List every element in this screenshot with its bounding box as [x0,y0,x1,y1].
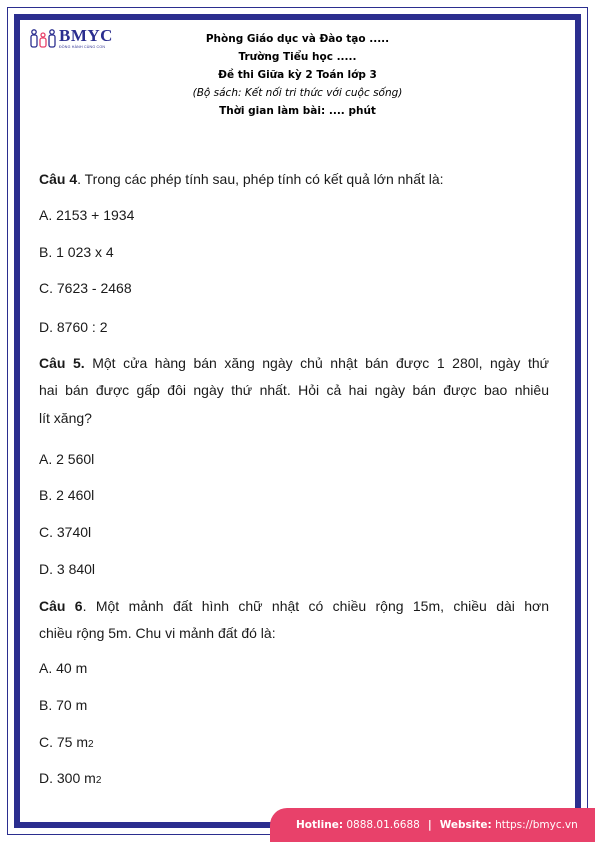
option-text: D. 300 m [39,770,96,786]
question-6-line-2: chiều rộng 5m. Chu vi mảnh đất đó là: [39,625,276,641]
option-d: D. 8760 : 2 [39,319,108,335]
contact-footer [270,808,595,842]
unit-exponent: 2 [88,739,94,750]
website-link[interactable]: https://bmyc.vn [495,819,578,831]
option-c: C. 3740l [39,524,92,540]
brand-name: BMYC [59,26,113,45]
question-label: Câu 5. [39,355,85,371]
website-label: Website: [439,819,492,831]
header-duration: Thời gian làm bài: .... phút [219,105,376,117]
question-label: Câu 6 [39,598,83,614]
option-a: A. 2153 + 1934 [39,207,135,223]
question-label: Câu 4 [39,171,78,187]
header-book-series: (Bộ sách: Kết nối tri thức với cuộc sống) [192,87,403,99]
option-d [39,770,101,786]
option-b: B. 1 023 x 4 [39,244,114,260]
question-5-line-1 [39,355,549,371]
option-d: D. 3 840l [39,561,96,577]
question-text: Một cửa hàng bán xăng ngày chủ nhật bán được 1 280l, ngày thứ [92,355,550,371]
option-c: C. 7623 - 2468 [39,280,132,296]
question-6-line-1 [39,598,549,614]
option-a: A. 2 560l [39,451,95,467]
hotline-label: Hotline: [296,819,344,831]
header-school: Trường Tiểu học ..... [238,51,357,63]
unit-exponent: 2 [95,775,102,786]
option-c [39,734,94,750]
option-b: B. 70 m [39,697,88,713]
page-border [14,14,581,828]
question-text: . Trong các phép tính sau, phép tính có kết quả lớn nhất là: [77,171,444,187]
option-a: A. 40 m [39,660,88,676]
exam-header [0,26,595,120]
footer-separator: | [427,819,432,831]
option-text: C. 75 m [39,734,89,750]
header-department: Phòng Giáo dục và Đào tạo ..... [205,33,390,45]
question-4 [39,171,444,187]
brand-tagline: ĐỒNG HÀNH CÙNG CON [59,45,106,49]
question-5-line-3: lít xăng? [39,410,92,426]
question-5-line-2: hai bán được gấp đôi ngày thứ nhất. Hỏi cả hai ngày bán được bao nhiêu [39,382,549,398]
option-b: B. 2 460l [39,487,95,503]
header-exam-title: Đề thi Giữa kỳ 2 Toán lớp 3 [218,69,377,81]
question-text: . Một mảnh đất hình chữ nhật có chiều rộng 15m, chiều dài hơn [82,598,550,614]
hotline-number[interactable]: 0888.01.6688 [346,819,420,831]
